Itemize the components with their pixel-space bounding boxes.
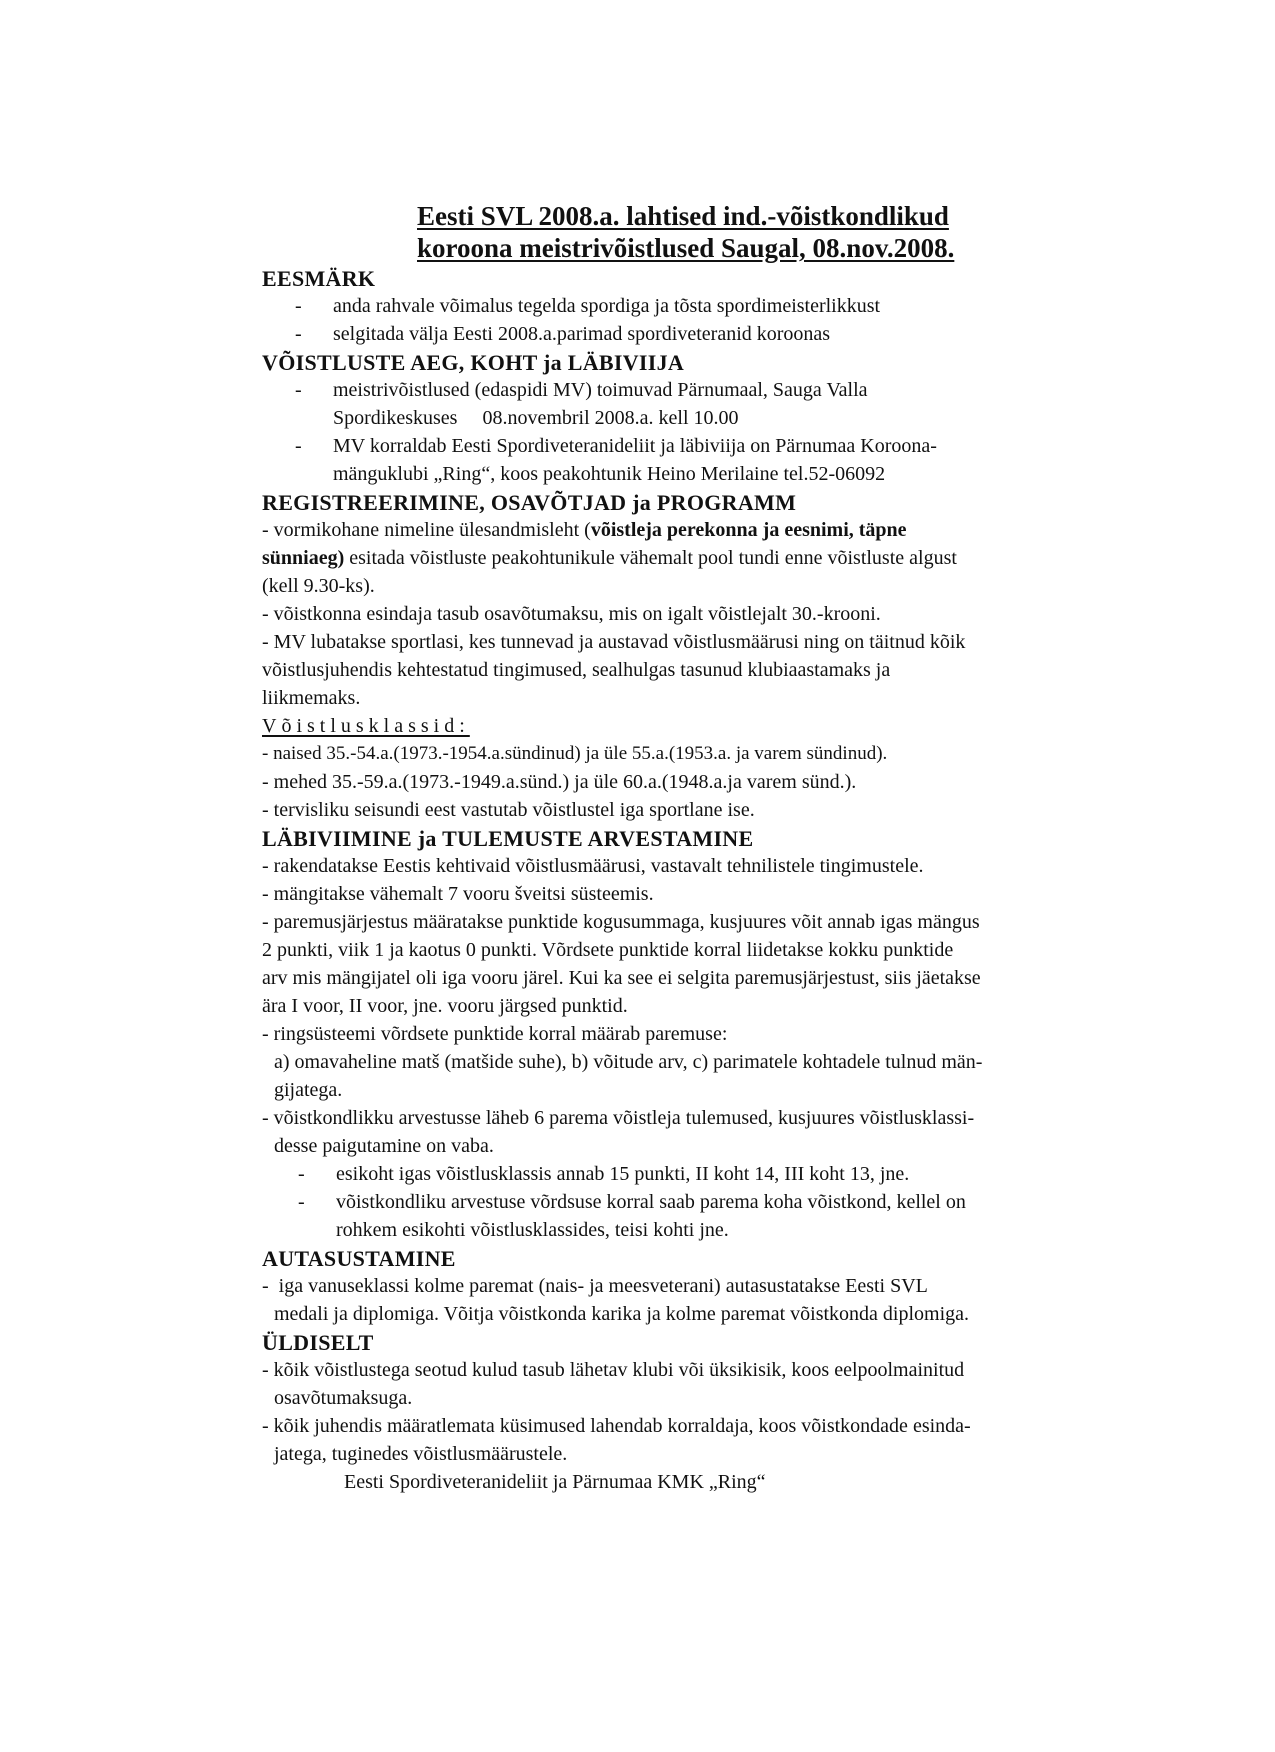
lab-line-11: desse paigutamine on vaba.	[274, 1135, 494, 1157]
document-page	[262, 200, 1162, 1496]
aeg-item-2-cont: mänguklubi „Ring“, koos peakohtunik Heino Merilaine tel.52-06092	[333, 463, 886, 485]
lab-bullet-2-cont: rohkem esikohti võistlusklassides, teisi kohti jne.	[336, 1219, 729, 1241]
classes-men: - mehed 35.-59.a.(1973.-1949.a.sünd.) ja üle 60.a.(1948.a.ja varem sünd.).	[262, 771, 857, 793]
document-title	[417, 200, 1162, 264]
section-heading-uldiselt: ÜLDISELT	[262, 1330, 374, 1355]
reg-p1-line-3: (kell 9.30-ks).	[262, 575, 375, 597]
lab-line-1: - rakendatakse Eestis kehtivaid võistlusmäärusi, vastavalt tehnilistele tingimustele.	[262, 855, 924, 877]
lab-line-3: - paremusjärjestus määratakse punktide kogusummaga, kusjuures võit annab igas mängus	[262, 911, 980, 933]
reg-p2: - võistkonna esindaja tasub osavõtumaksu, mis on igalt võistlejalt 30.-krooni.	[262, 603, 881, 625]
aut-line-1: - iga vanuseklassi kolme paremat (nais- ja meesveterani) autasustatakse Eesti SVL	[262, 1275, 928, 1297]
lab-line-7: - ringsüsteemi võrdsete punktide korral määrab paremuse:	[262, 1023, 728, 1045]
lab-line-6: ära I voor, II voor, jne. vooru järgsed punktid.	[262, 995, 628, 1017]
section-heading-registreerimine: REGISTREERIMINE, OSAVÕTJAD ja PROGRAMM	[262, 490, 797, 515]
reg-p1-line-1: - vormikohane nimeline ülesandmisleht (võistleja perekonna ja eesnimi, täpne	[262, 519, 907, 541]
aeg-item-1-cont: Spordikeskuses 08.novembril 2008.a. kell 10.00	[333, 407, 739, 429]
lab-line-9: gijatega.	[274, 1079, 343, 1101]
lab-line-2: - mängitakse vähemalt 7 vooru šveitsi süsteemis.	[262, 883, 654, 905]
section-heading-autasustamine: AUTASUSTAMINE	[262, 1246, 456, 1271]
lab-line-4: 2 punkti, viik 1 ja kaotus 0 punkti. Võrdsete punktide korral liidetakse kokku punktide	[262, 939, 954, 961]
lab-bullet-2: - võistkondliku arvestuse võrdsuse korral saab parema koha võistkond, kellel on	[298, 1191, 966, 1213]
health-note: - tervisliku seisundi eest vastutab võistlustel iga sportlane ise.	[262, 799, 755, 821]
aeg-item-1: - meistrivõistlused (edaspidi MV) toimuvad Pärnumaal, Sauga Valla	[295, 379, 868, 401]
section-heading-eesmark: EESMÄRK	[262, 266, 376, 291]
classes-women: - naised 35.-54.a.(1973.-1954.a.sündinud) ja üle 55.a.(1953.a. ja varem sündinud).	[262, 743, 888, 764]
section-heading-labiviimine: LÄBIVIIMINE ja TULEMUSTE ARVESTAMINE	[262, 826, 754, 851]
lab-bullet-1: - esikoht igas võistlusklassis annab 15 punkti, II koht 14, III koht 13, jne.	[298, 1163, 910, 1185]
uld-line-3: - kõik juhendis määratlemata küsimused lahendab korraldaja, koos võistkondade esinda-	[262, 1415, 971, 1437]
lab-line-10: - võistkondlikku arvestusse läheb 6 parema võistleja tulemused, kusjuures võistlusklassi-	[262, 1107, 975, 1129]
lab-line-8: a) omavaheline matš (matšide suhe), b) võitude arv, c) parimatele kohtadele tulnud män-	[274, 1051, 983, 1073]
title-line-1: Eesti SVL 2008.a. lahtised ind.-võistkondlikud	[417, 201, 949, 231]
signature: Eesti Spordiveteranideliit ja Pärnumaa KMK „Ring“	[344, 1471, 766, 1493]
classes-heading: Võistlusklassid:	[262, 715, 470, 737]
aeg-item-2: - MV korraldab Eesti Spordiveteranideliit ja läbiviija on Pärnumaa Koroona-	[295, 435, 937, 457]
uld-line-1: - kõik võistlustega seotud kulud tasub lähetav klubi või üksikisik, koos eelpoolmainitud	[262, 1359, 965, 1381]
title-line-2: koroona meistrivõistlused Saugal, 08.nov.2008.	[417, 233, 955, 263]
eesmark-item-2: - selgitada välja Eesti 2008.a.parimad spordiveteranid koroonas	[295, 323, 831, 345]
uld-line-4: jatega, tuginedes võistlusmäärustele.	[274, 1443, 568, 1465]
reg-p3-line-2: võistlusjuhendis kehtestatud tingimused, sealhulgas tasunud klubiaastamaks ja	[262, 659, 891, 681]
reg-p1-line-2: sünniaeg) esitada võistluste peakohtunikule vähemalt pool tundi enne võistluste algust	[262, 547, 957, 569]
reg-p3-line-3: liikmemaks.	[262, 687, 361, 709]
aut-line-2: medali ja diplomiga. Võitja võistkonda karika ja kolme paremat võistkonda diplomiga.	[274, 1303, 970, 1325]
section-heading-aeg: VÕISTLUSTE AEG, KOHT ja LÄBIVIIJA	[262, 350, 685, 375]
uld-line-2: osavõtumaksuga.	[274, 1387, 413, 1409]
eesmark-item-1: - anda rahvale võimalus tegelda spordiga ja tõsta spordimeisterlikkust	[295, 295, 881, 317]
lab-line-5: arv mis mängijatel oli iga vooru järel. Kui ka see ei selgita paremusjärjestust, siis jäetakse	[262, 967, 981, 989]
reg-p3-line-1: - MV lubatakse sportlasi, kes tunnevad ja austavad võistlusmäärusi ning on täitnud kõik	[262, 631, 966, 653]
